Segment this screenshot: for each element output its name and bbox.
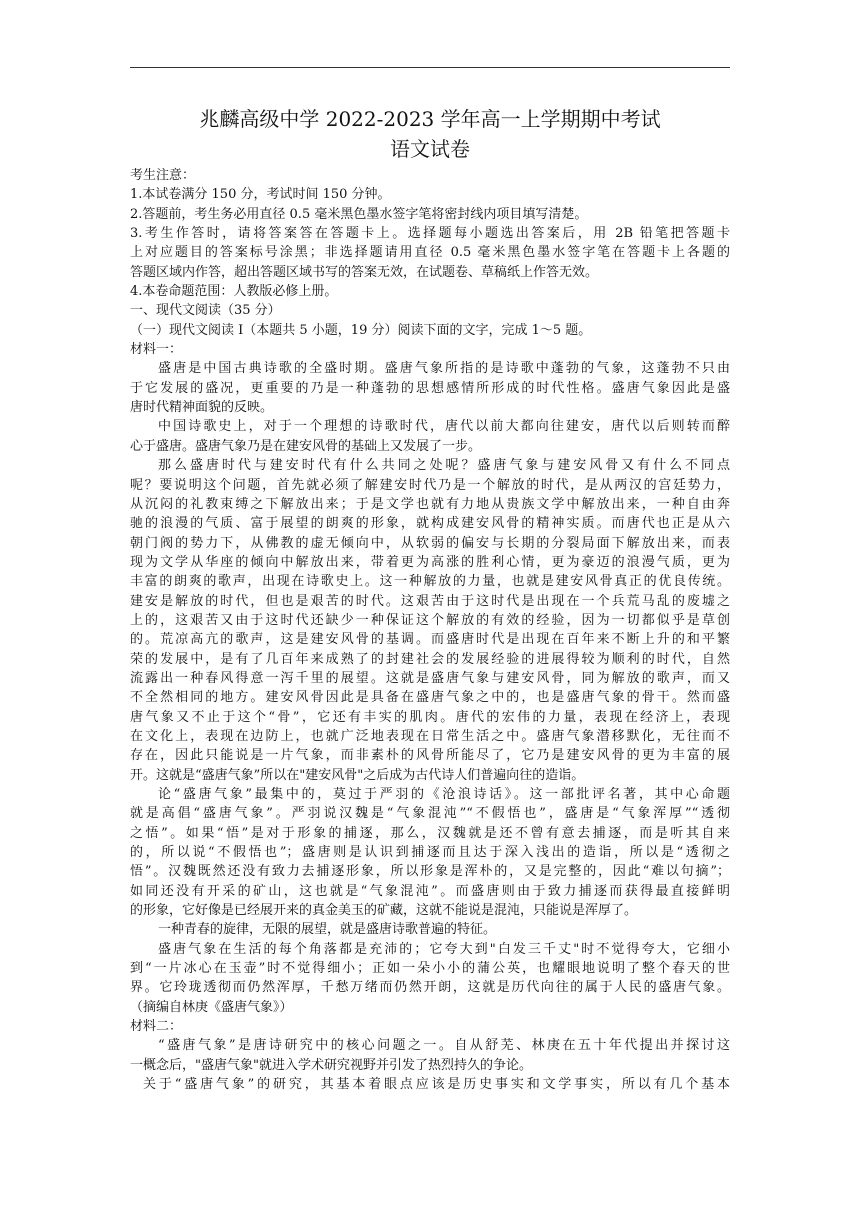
text-line: 悟”。汉魏既然还没有致力去捕逐形象，所以形象是浑朴的，又是完整的，因此“难以句摘”；: [130, 864, 730, 880]
section-heading: 一、现代文阅读（35 分）: [130, 303, 281, 319]
text-line: 盛唐气象在生活的每个角落都是充沛的；它夸大到"白发三千丈"时不觉得夸大，它细小: [158, 941, 730, 957]
text-line: 呢？要说明这个问题，首先就必须了解建安时代乃是一个解放的时代，是从两汉的宫廷势力，: [130, 477, 730, 493]
text-line: 中国诗歌史上，对于一个理想的诗歌时代，唐代以前大都向往建安，唐代以后则转而醉: [158, 419, 730, 435]
text-line: 唐气象又不止于这个“骨”，它还有丰实的肌肉。唐代的宏伟的力量，表现在经济上，表现: [130, 709, 730, 725]
text-line: 现为文学从华座的倾向中解放出来，带着更为高涨的胜利心情，更为豪迈的浪漫气质，更为: [130, 554, 730, 570]
text-line: 上的，这艰苦又由于这时代还缺少一种保证这个解放的有效的经验，因为一切都似乎是草创: [130, 612, 730, 628]
text-line: 荣的发展中，是有了几百年来成熟了的封建社会的发展经验的进展得较为顺利的时代，自然: [130, 651, 730, 667]
text-line: 于它发展的盛况，更重要的乃是一种蓬勃的思想感情所形成的时代性格。盛唐气象因此是盛: [130, 380, 730, 396]
text-line: 之悟”。如果“悟”是对于形象的捕逐，那么，汉魏就是还不曾有意去捕逐，而是听其自来: [130, 825, 730, 841]
text-line: 从沉闷的礼教束缚之下解放出来；于是文学也就有力地从贵族文学中解放出来，一种自由奔: [130, 496, 730, 512]
notice-item: 上对应题目的答案标号涂黑；非选择题请用直径 0.5 毫米黑色墨水签字笔在答题卡上各题的: [130, 245, 730, 261]
text-line: 到“一片冰心在玉壶”时不觉得细小；正如一朵小小的蒲公英，也耀眼地说明了整个春天的世: [130, 961, 730, 977]
text-line: 的形象，它好像是已经展开来的真金美玉的矿藏，这就不能说是混沌，只能说是浑厚了。: [130, 903, 638, 919]
text-line: 如同还没有开采的矿山，这也就是“气象混沌”。而盛唐则由于致力捕逐而获得最直接鲜明: [130, 883, 730, 899]
material-label: 材料二：: [130, 1019, 183, 1035]
text-line: 的。荒凉高亢的歌声，这是建安风骨的基调。而盛唐时代是出现在百年来不断上升的和平繁: [130, 632, 730, 648]
header-rule: [130, 67, 730, 68]
text-line: 开。这就是“盛唐气象”所以在"建安风骨"之后成为古代诗人们普遍向往的造诣。: [130, 767, 585, 783]
question-instruction: （一）现代文阅读 I（本题共 5 小题，19 分）阅读下面的文字，完成 1～5 题。: [130, 322, 592, 338]
material-label: 材料一：: [130, 342, 183, 358]
notice-heading: 考生注意：: [130, 168, 196, 183]
text-line: 心于盛唐。盛唐气象乃是在建安风骨的基础上又发展了一步。: [130, 438, 482, 454]
text-line: 唐时代精神面貌的反映。: [130, 400, 274, 416]
source-citation: （摘编自林庚《盛唐气象》）: [130, 999, 293, 1015]
exam-subtitle: 语文试卷: [390, 137, 470, 161]
text-line: 论“盛唐气象”最集中的，莫过于严羽的《沧浪诗话》。这一部批评名著，其中心命题: [158, 787, 730, 802]
text-line: 关于“盛唐气象”的研究，其基本着眼点应该是历史事实和文学事实，所以有几个基本: [143, 1077, 730, 1093]
exam-title: 兆麟高级中学 2022-2023 学年高一上学期期中考试: [199, 107, 661, 131]
notice-item: 4.本卷命题范围：人教版必修上册。: [130, 284, 338, 300]
text-line: 在文化上，表现在边防上，也就广泛地表现在日常生活之中。盛唐气象潜移默化，无往而不: [130, 728, 730, 744]
text-line: 一概念后，"盛唐气象"就进入学术研究视野并引发了热烈持久的争论。: [130, 1057, 532, 1073]
text-line: 一种青春的旋律，无限的展望，就是盛唐诗歌普遍的特征。: [158, 922, 497, 938]
notice-item: 答题区域内作答，超出答题区域书写的答案无效，在试题卷、草稿纸上作答无效。: [130, 264, 599, 280]
text-line: 不全然相同的地方。建安风骨因此是具备在盛唐气象之中的，也是盛唐气象的骨干。然而盛: [130, 690, 730, 706]
text-line: 建安是解放的时代，但也是艰苦的时代。这艰苦由于这时代是出现在一个兵荒马乱的废墟之: [130, 593, 730, 609]
notice-item: 1.本试卷满分 150 分，考试时间 150 分钟。: [130, 187, 391, 203]
text-line: 就是高倡“盛唐气象”。严羽说汉魏是“气象混沌”“不假悟也”，盛唐是“气象浑厚”“透彻: [130, 806, 730, 822]
text-line: 流露出一种春风得意一泻千里的展望。这就是盛唐气象与建安风骨，同为解放的歌声，而又: [130, 670, 730, 686]
text-line: 界。它玲珑透彻而仍然浑厚，千愁万绪而仍然开朗，这就是历代向往的属于人民的盛唐气象。: [130, 980, 730, 996]
text-line: 那么盛唐时代与建安时代有什么共同之处呢？盛唐气象与建安风骨又有什么不同点: [158, 458, 730, 474]
text-line: 盛唐是中国古典诗歌的全盛时期。盛唐气象所指的是诗歌中蓬勃的气象，这蓬勃不只由: [158, 361, 730, 377]
notice-item: 3.考生作答时，请将答案答在答题卡上。选择题每小题选出答案后，用 2B 铅笔把答题卡: [130, 226, 730, 242]
text-line: 驰的浪漫的气质、富于展望的朗爽的形象，就构成建安风骨的精神实质。而唐代也正是从六: [130, 516, 730, 532]
text-line: “盛唐气象”是唐诗研究中的核心问题之一。自从舒芜、林庚在五十年代提出并探讨这: [158, 1038, 730, 1054]
exam-body: [130, 166, 730, 1095]
text-line: 朝门阀的势力下，从佛教的虚无倾向中，从软弱的偏安与长期的分裂局面下解放出来，而表: [130, 535, 730, 551]
notice-item: 2.答题前，考生务必用直径 0.5 毫米黑色墨水签字笔将密封线内项目填写清楚。: [130, 206, 588, 222]
text-line: 的，所以说“不假悟也”；盛唐则是认识到捕逐而且达于深入浅出的造诣，所以是“透彻之: [130, 845, 730, 861]
text-line: 丰富的朗爽的歌声，出现在诗歌史上。这一种解放的力量，也就是建安风骨真正的优良传统。: [130, 574, 730, 590]
text-line: 存在，因此只能说是一片气象，而非素朴的风骨所能尽了，它乃是建安风骨的更为丰富的展: [130, 748, 730, 764]
